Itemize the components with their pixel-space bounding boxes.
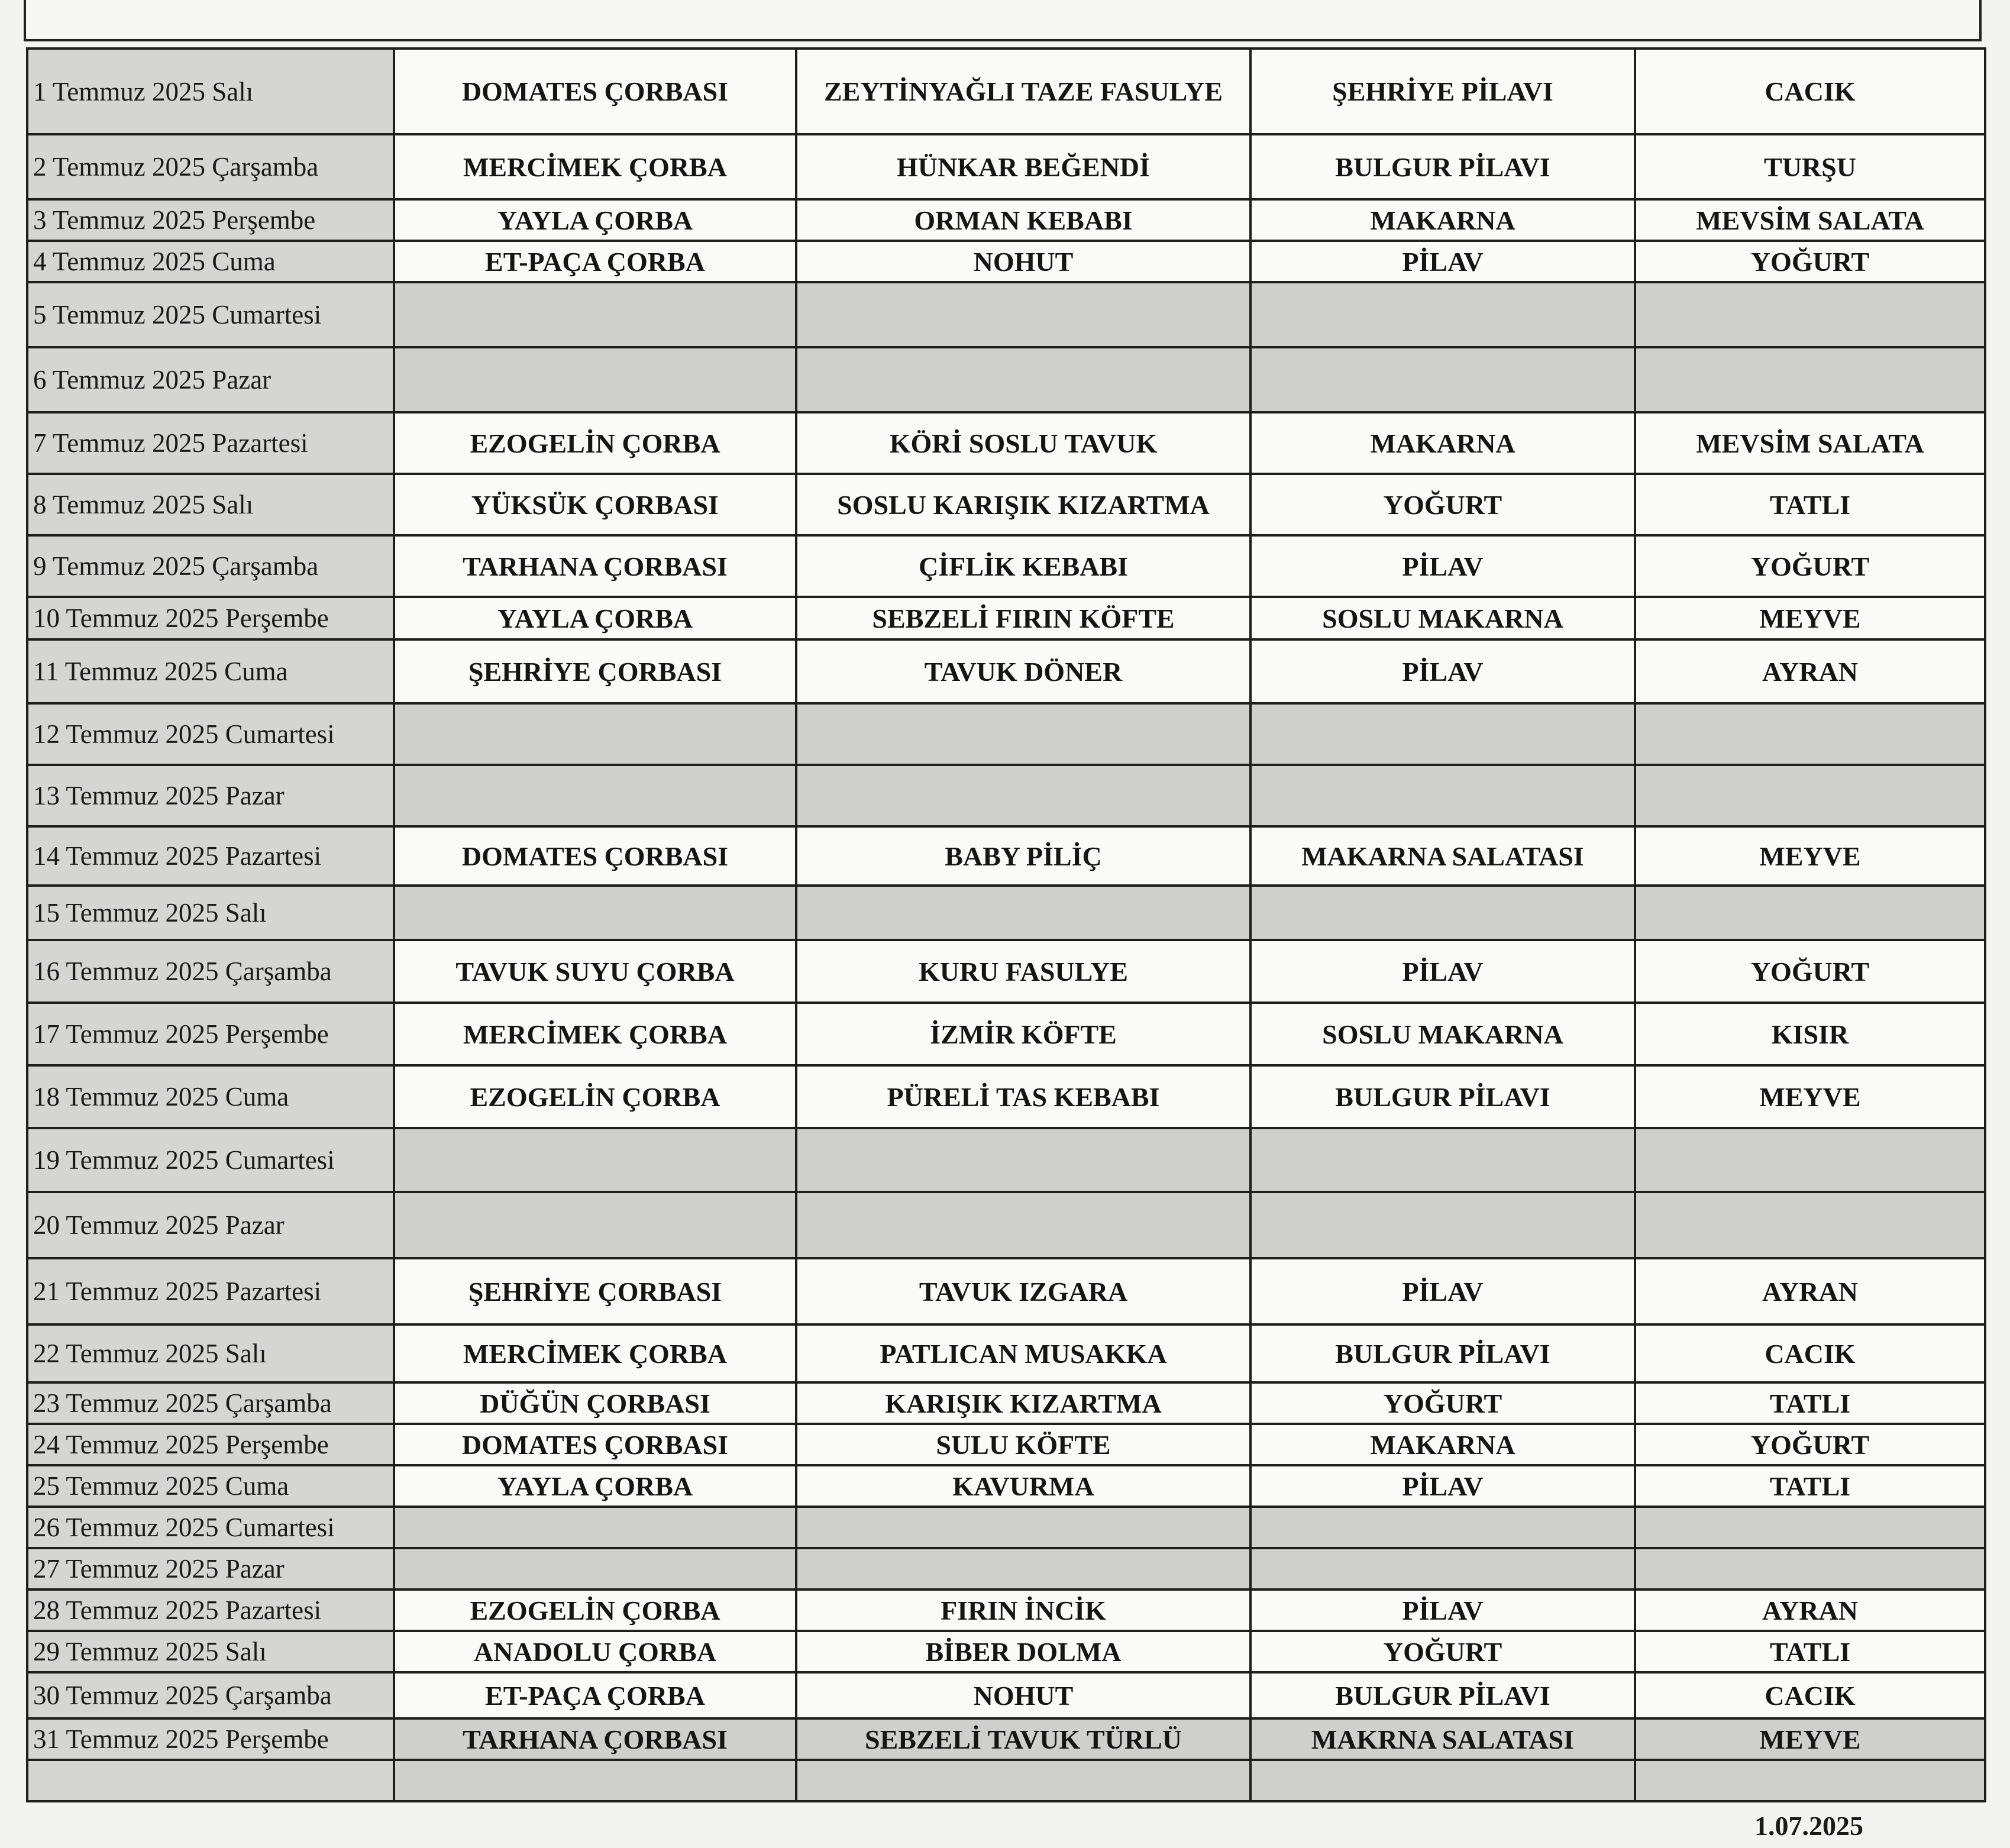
extra-cell: [1635, 765, 1985, 826]
soup-cell: [394, 886, 796, 940]
soup-cell: ET-PAÇA ÇORBA: [394, 1672, 796, 1718]
side-dish-cell: YOĞURT: [1250, 1382, 1635, 1424]
date-cell: 19 Temmuz 2025 Cumartesi: [27, 1128, 394, 1192]
extra-cell: MEYVE: [1635, 597, 1985, 639]
main-dish-cell: ÇİFLİK KEBABI: [796, 535, 1250, 597]
main-dish-cell: [796, 886, 1250, 940]
soup-cell: MERCİMEK ÇORBA: [394, 1003, 796, 1065]
side-dish-cell: YOĞURT: [1250, 474, 1635, 535]
main-dish-cell: SOSLU KARIŞIK KIZARTMA: [796, 474, 1250, 535]
date-cell: 20 Temmuz 2025 Pazar: [27, 1192, 394, 1258]
date-cell: 17 Temmuz 2025 Perşembe: [27, 1003, 394, 1065]
table-row: [27, 1424, 1985, 1465]
date-cell: 18 Temmuz 2025 Cuma: [27, 1065, 394, 1128]
extra-cell: AYRAN: [1635, 639, 1985, 703]
extra-cell: [1635, 1760, 1985, 1801]
table-row: [27, 1507, 1985, 1548]
main-dish-cell: İZMİR KÖFTE: [796, 1003, 1250, 1065]
main-dish-cell: [796, 1548, 1250, 1589]
side-dish-cell: PİLAV: [1250, 940, 1635, 1003]
extra-cell: [1635, 1548, 1985, 1589]
extra-cell: [1635, 1507, 1985, 1548]
main-dish-cell: ORMAN KEBABI: [796, 199, 1250, 241]
table-row: [27, 1465, 1985, 1507]
date-cell: 26 Temmuz 2025 Cumartesi: [27, 1507, 394, 1548]
side-dish-cell: MAKARNA SALATASI: [1250, 826, 1635, 886]
soup-cell: [394, 1760, 796, 1801]
side-dish-cell: BULGUR PİLAVI: [1250, 1065, 1635, 1128]
page-top-border: [24, 0, 1982, 41]
side-dish-cell: PİLAV: [1250, 1465, 1635, 1507]
side-dish-cell: SOSLU MAKARNA: [1250, 1003, 1635, 1065]
date-cell: 31 Temmuz 2025 Perşembe: [27, 1718, 394, 1760]
date-cell: 11 Temmuz 2025 Cuma: [27, 639, 394, 703]
main-dish-cell: [796, 1507, 1250, 1548]
main-dish-cell: KÖRİ SOSLU TAVUK: [796, 412, 1250, 474]
table-row: [27, 282, 1985, 347]
table-row: [27, 826, 1985, 886]
date-cell: 10 Temmuz 2025 Perşembe: [27, 597, 394, 639]
soup-cell: TARHANA ÇORBASI: [394, 1718, 796, 1760]
main-dish-cell: [796, 703, 1250, 765]
soup-cell: DÜĞÜN ÇORBASI: [394, 1382, 796, 1424]
side-dish-cell: [1250, 1548, 1635, 1589]
extra-cell: CACIK: [1635, 1672, 1985, 1718]
main-dish-cell: TAVUK DÖNER: [796, 639, 1250, 703]
side-dish-cell: BULGUR PİLAVI: [1250, 1324, 1635, 1382]
table-row: [27, 1548, 1985, 1589]
main-dish-cell: [796, 1760, 1250, 1801]
soup-cell: YÜKSÜK ÇORBASI: [394, 474, 796, 535]
extra-cell: TATLI: [1635, 1465, 1985, 1507]
main-dish-cell: HÜNKAR BEĞENDİ: [796, 134, 1250, 199]
table-row: [27, 347, 1985, 412]
table-row: [27, 1065, 1985, 1128]
main-dish-cell: [796, 1192, 1250, 1258]
menu-table-body: [27, 49, 1985, 1801]
extra-cell: MEVSİM SALATA: [1635, 412, 1985, 474]
soup-cell: MERCİMEK ÇORBA: [394, 1324, 796, 1382]
main-dish-cell: NOHUT: [796, 241, 1250, 282]
table-row: [27, 1258, 1985, 1324]
soup-cell: EZOGELİN ÇORBA: [394, 1065, 796, 1128]
date-cell: 16 Temmuz 2025 Çarşamba: [27, 940, 394, 1003]
table-row: [27, 1128, 1985, 1192]
date-cell: 2 Temmuz 2025 Çarşamba: [27, 134, 394, 199]
soup-cell: YAYLA ÇORBA: [394, 597, 796, 639]
extra-cell: CACIK: [1635, 1324, 1985, 1382]
main-dish-cell: SULU KÖFTE: [796, 1424, 1250, 1465]
extra-cell: YOĞURT: [1635, 535, 1985, 597]
soup-cell: [394, 1192, 796, 1258]
side-dish-cell: [1250, 765, 1635, 826]
date-cell: 21 Temmuz 2025 Pazartesi: [27, 1258, 394, 1324]
soup-cell: [394, 1128, 796, 1192]
side-dish-cell: ŞEHRİYE PİLAVI: [1250, 49, 1635, 134]
extra-cell: MEYVE: [1635, 826, 1985, 886]
soup-cell: [394, 703, 796, 765]
side-dish-cell: MAKARNA: [1250, 412, 1635, 474]
side-dish-cell: [1250, 1507, 1635, 1548]
extra-cell: TURŞU: [1635, 134, 1985, 199]
side-dish-cell: MAKRNA SALATASI: [1250, 1718, 1635, 1760]
soup-cell: [394, 1507, 796, 1548]
menu-table: [26, 47, 1986, 1802]
main-dish-cell: NOHUT: [796, 1672, 1250, 1718]
table-row: [27, 134, 1985, 199]
date-cell: 22 Temmuz 2025 Salı: [27, 1324, 394, 1382]
document-date: 1.07.2025: [1754, 1811, 1863, 1841]
side-dish-cell: MAKARNA: [1250, 199, 1635, 241]
main-dish-cell: PÜRELİ TAS KEBABI: [796, 1065, 1250, 1128]
main-dish-cell: KURU FASULYE: [796, 940, 1250, 1003]
table-row: [27, 1760, 1985, 1801]
date-cell: 27 Temmuz 2025 Pazar: [27, 1548, 394, 1589]
soup-cell: DOMATES ÇORBASI: [394, 826, 796, 886]
soup-cell: [394, 765, 796, 826]
extra-cell: MEYVE: [1635, 1065, 1985, 1128]
main-dish-cell: FIRIN İNCİK: [796, 1589, 1250, 1631]
table-row: [27, 49, 1985, 134]
date-cell: 3 Temmuz 2025 Perşembe: [27, 199, 394, 241]
extra-cell: YOĞURT: [1635, 241, 1985, 282]
main-dish-cell: [796, 765, 1250, 826]
soup-cell: DOMATES ÇORBASI: [394, 49, 796, 134]
soup-cell: ŞEHRİYE ÇORBASI: [394, 1258, 796, 1324]
side-dish-cell: MAKARNA: [1250, 1424, 1635, 1465]
extra-cell: [1635, 1192, 1985, 1258]
extra-cell: TATLI: [1635, 474, 1985, 535]
main-dish-cell: ZEYTİNYAĞLI TAZE FASULYE: [796, 49, 1250, 134]
side-dish-cell: SOSLU MAKARNA: [1250, 597, 1635, 639]
table-row: [27, 639, 1985, 703]
main-dish-cell: SEBZELİ TAVUK TÜRLÜ: [796, 1718, 1250, 1760]
table-row: [27, 765, 1985, 826]
date-cell: 12 Temmuz 2025 Cumartesi: [27, 703, 394, 765]
extra-cell: CACIK: [1635, 49, 1985, 134]
main-dish-cell: BABY PİLİÇ: [796, 826, 1250, 886]
side-dish-cell: [1250, 347, 1635, 412]
table-row: [27, 474, 1985, 535]
table-row: [27, 535, 1985, 597]
date-cell: [27, 1760, 394, 1801]
date-cell: 1 Temmuz 2025 Salı: [27, 49, 394, 134]
extra-cell: [1635, 1128, 1985, 1192]
date-cell: 25 Temmuz 2025 Cuma: [27, 1465, 394, 1507]
table-row: [27, 412, 1985, 474]
soup-cell: DOMATES ÇORBASI: [394, 1424, 796, 1465]
extra-cell: MEVSİM SALATA: [1635, 199, 1985, 241]
soup-cell: TAVUK SUYU ÇORBA: [394, 940, 796, 1003]
soup-cell: TARHANA ÇORBASI: [394, 535, 796, 597]
extra-cell: TATLI: [1635, 1631, 1985, 1672]
side-dish-cell: [1250, 1760, 1635, 1801]
side-dish-cell: PİLAV: [1250, 535, 1635, 597]
side-dish-cell: PİLAV: [1250, 1258, 1635, 1324]
soup-cell: EZOGELİN ÇORBA: [394, 1589, 796, 1631]
side-dish-cell: PİLAV: [1250, 241, 1635, 282]
date-cell: 14 Temmuz 2025 Pazartesi: [27, 826, 394, 886]
table-row: [27, 703, 1985, 765]
date-cell: 8 Temmuz 2025 Salı: [27, 474, 394, 535]
soup-cell: YAYLA ÇORBA: [394, 199, 796, 241]
extra-cell: [1635, 347, 1985, 412]
date-cell: 30 Temmuz 2025 Çarşamba: [27, 1672, 394, 1718]
extra-cell: KISIR: [1635, 1003, 1985, 1065]
extra-cell: [1635, 282, 1985, 347]
soup-cell: YAYLA ÇORBA: [394, 1465, 796, 1507]
table-row: [27, 1718, 1985, 1760]
main-dish-cell: TAVUK IZGARA: [796, 1258, 1250, 1324]
extra-cell: YOĞURT: [1635, 1424, 1985, 1465]
date-cell: 4 Temmuz 2025 Cuma: [27, 241, 394, 282]
extra-cell: TATLI: [1635, 1382, 1985, 1424]
extra-cell: [1635, 703, 1985, 765]
side-dish-cell: BULGUR PİLAVI: [1250, 1672, 1635, 1718]
table-row: [27, 1631, 1985, 1672]
table-row: [27, 1382, 1985, 1424]
table-row: [27, 1192, 1985, 1258]
main-dish-cell: [796, 347, 1250, 412]
table-row: [27, 940, 1985, 1003]
main-dish-cell: [796, 1128, 1250, 1192]
date-cell: 15 Temmuz 2025 Salı: [27, 886, 394, 940]
side-dish-cell: YOĞURT: [1250, 1631, 1635, 1672]
side-dish-cell: PİLAV: [1250, 639, 1635, 703]
soup-cell: [394, 282, 796, 347]
side-dish-cell: [1250, 1192, 1635, 1258]
extra-cell: AYRAN: [1635, 1258, 1985, 1324]
side-dish-cell: [1250, 282, 1635, 347]
soup-cell: ANADOLU ÇORBA: [394, 1631, 796, 1672]
date-cell: 7 Temmuz 2025 Pazartesi: [27, 412, 394, 474]
soup-cell: [394, 347, 796, 412]
date-cell: 5 Temmuz 2025 Cumartesi: [27, 282, 394, 347]
side-dish-cell: [1250, 703, 1635, 765]
main-dish-cell: [796, 282, 1250, 347]
side-dish-cell: [1250, 886, 1635, 940]
date-cell: 29 Temmuz 2025 Salı: [27, 1631, 394, 1672]
extra-cell: [1635, 886, 1985, 940]
date-cell: 13 Temmuz 2025 Pazar: [27, 765, 394, 826]
table-row: [27, 597, 1985, 639]
main-dish-cell: BİBER DOLMA: [796, 1631, 1250, 1672]
side-dish-cell: [1250, 1128, 1635, 1192]
soup-cell: EZOGELİN ÇORBA: [394, 412, 796, 474]
extra-cell: MEYVE: [1635, 1718, 1985, 1760]
table-row: [27, 886, 1985, 940]
soup-cell: MERCİMEK ÇORBA: [394, 134, 796, 199]
soup-cell: ŞEHRİYE ÇORBASI: [394, 639, 796, 703]
soup-cell: [394, 1548, 796, 1589]
table-row: [27, 1324, 1985, 1382]
table-row: [27, 1003, 1985, 1065]
side-dish-cell: BULGUR PİLAVI: [1250, 134, 1635, 199]
main-dish-cell: PATLICAN MUSAKKA: [796, 1324, 1250, 1382]
main-dish-cell: KARIŞIK KIZARTMA: [796, 1382, 1250, 1424]
extra-cell: YOĞURT: [1635, 940, 1985, 1003]
date-cell: 23 Temmuz 2025 Çarşamba: [27, 1382, 394, 1424]
table-row: [27, 1589, 1985, 1631]
table-row: [27, 199, 1985, 241]
table-row: [27, 1672, 1985, 1718]
extra-cell: AYRAN: [1635, 1589, 1985, 1631]
side-dish-cell: PİLAV: [1250, 1589, 1635, 1631]
table-row: [27, 241, 1985, 282]
main-dish-cell: KAVURMA: [796, 1465, 1250, 1507]
date-cell: 24 Temmuz 2025 Perşembe: [27, 1424, 394, 1465]
date-cell: 6 Temmuz 2025 Pazar: [27, 347, 394, 412]
date-cell: 9 Temmuz 2025 Çarşamba: [27, 535, 394, 597]
soup-cell: ET-PAÇA ÇORBA: [394, 241, 796, 282]
main-dish-cell: SEBZELİ FIRIN KÖFTE: [796, 597, 1250, 639]
date-cell: 28 Temmuz 2025 Pazartesi: [27, 1589, 394, 1631]
